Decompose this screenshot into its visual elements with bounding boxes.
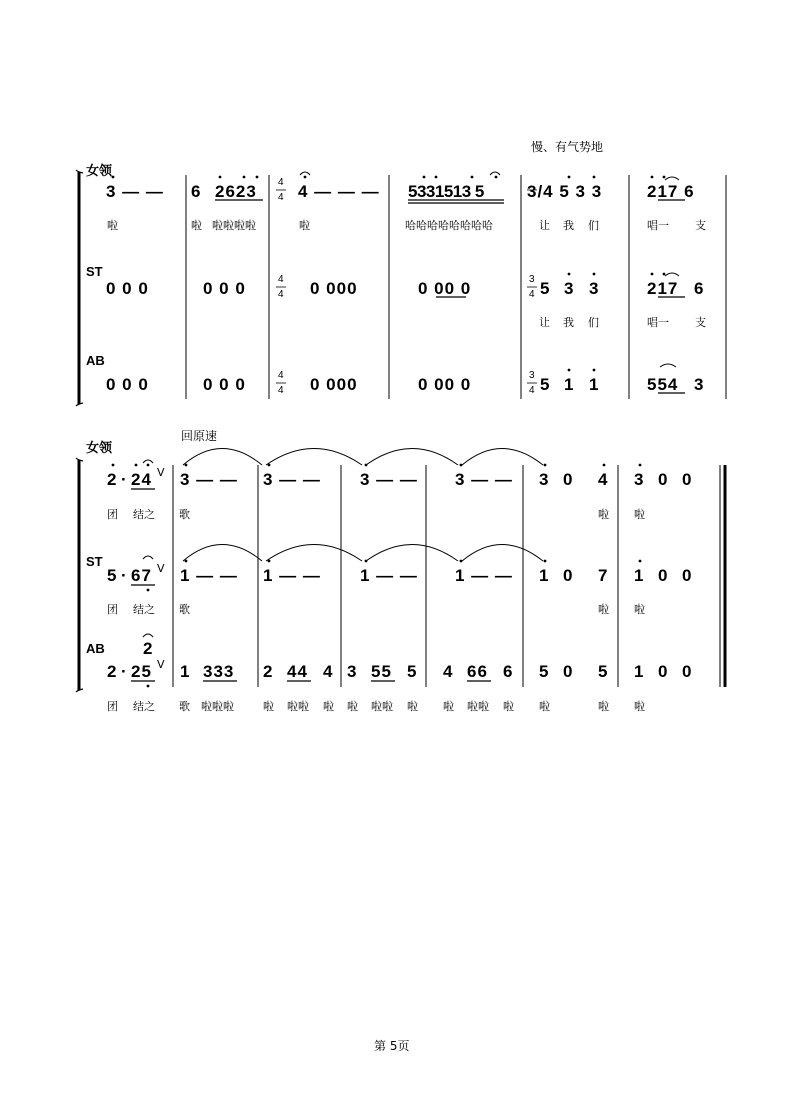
- st-measure: 1 — —: [455, 566, 513, 585]
- st-note: 0: [563, 566, 574, 585]
- lyric: 啦: [634, 508, 645, 521]
- lyric: 啦: [598, 603, 609, 616]
- st-measure: 1 — —: [360, 566, 418, 585]
- tempo-return-marking: 回原速: [181, 429, 218, 443]
- lyric: 啦啦啦啦: [212, 219, 256, 232]
- time-sig-num: 3: [529, 370, 535, 381]
- lyric: 唱一: [647, 219, 669, 232]
- lead-note: 0: [682, 470, 693, 489]
- ab-note: 44: [287, 662, 308, 681]
- lyric: 啦: [634, 700, 645, 713]
- time-sig-den: 4: [278, 192, 284, 203]
- ab-note: 1: [589, 375, 600, 394]
- ab-note: 25: [131, 662, 152, 681]
- st-note: 5: [107, 566, 118, 585]
- lyric: 啦: [191, 219, 202, 232]
- st-dot: ·: [121, 566, 128, 585]
- lead-note: 4: [598, 470, 609, 489]
- lyric: 们: [588, 219, 599, 232]
- ab-note: 5: [598, 662, 609, 681]
- part-label-lead: 女领: [86, 163, 113, 178]
- part-label-st: ST: [86, 554, 103, 569]
- st-measure-3: 0 000: [310, 279, 358, 298]
- ab-note: 1: [564, 375, 575, 394]
- time-sig-den: 4: [278, 289, 284, 300]
- lyric: 啦啦啦: [201, 700, 234, 713]
- st-note: 3: [589, 279, 600, 298]
- lyric: 啦: [634, 603, 645, 616]
- st-note: 3: [564, 279, 575, 298]
- lead-note: 0: [563, 470, 574, 489]
- ab-measure-4: 0 00 0: [418, 375, 472, 394]
- lead-measure: 3 — —: [180, 470, 238, 489]
- lyric: 歌: [179, 508, 190, 521]
- lyric: 我: [563, 219, 574, 232]
- st-note: 0: [658, 566, 669, 585]
- ab-note: 5: [407, 662, 418, 681]
- st-note: 1: [634, 566, 645, 585]
- lyric: 啦: [299, 219, 310, 232]
- time-sig-num: 4: [278, 177, 284, 188]
- part-label-lead: 女领: [86, 440, 113, 455]
- st-note: 0: [682, 566, 693, 585]
- lead-note: 0: [658, 470, 669, 489]
- lyric: 啦: [598, 508, 609, 521]
- ab-note: 5: [539, 662, 550, 681]
- lyric: 啦: [503, 700, 514, 713]
- lead-note: 2: [107, 470, 118, 489]
- time-sig-num: 4: [278, 370, 284, 381]
- lyric: 们: [588, 316, 599, 329]
- lead-measure-5: 3/4 5 3 3: [527, 182, 603, 201]
- breath-mark: V: [157, 658, 165, 671]
- ab-dot: ·: [121, 662, 128, 681]
- lead-measure: 3 — —: [263, 470, 321, 489]
- ab-measure-2: 0 0 0: [203, 375, 246, 394]
- lead-note: 3: [634, 470, 645, 489]
- ab-note: 3: [347, 662, 358, 681]
- ab-measure-3: 0 000: [310, 375, 358, 394]
- ab-note: 554: [647, 375, 679, 394]
- lead-dot: ·: [121, 470, 128, 489]
- lyric: 结之: [133, 700, 155, 713]
- breath-mark: V: [157, 562, 165, 575]
- lyric: 团: [107, 700, 118, 713]
- time-sig-den: 4: [529, 289, 535, 300]
- lyric: 让: [539, 219, 550, 232]
- lyric: 结之: [133, 508, 155, 521]
- ab-note: 5: [540, 375, 551, 394]
- st-measure-4: 0 00 0: [418, 279, 472, 298]
- lyric: 支: [695, 316, 706, 329]
- ab-note: 2: [263, 662, 274, 681]
- tempo-marking: 慢、有气势地: [531, 140, 604, 154]
- lyric: 我: [563, 316, 574, 329]
- lyric: 啦: [407, 700, 418, 713]
- st-note: 6: [694, 279, 705, 298]
- time-sig-num: 4: [278, 274, 284, 285]
- lyric: 啦啦: [371, 700, 393, 713]
- lead-measure: 3 — —: [360, 470, 418, 489]
- ab-upper-note: 2: [143, 639, 154, 658]
- ab-note: 4: [323, 662, 334, 681]
- time-sig-den: 4: [278, 385, 284, 396]
- st-measure: 1 — —: [263, 566, 321, 585]
- ab-note: 55: [371, 662, 392, 681]
- lyric: 啦啦: [467, 700, 489, 713]
- lead-note: 3: [539, 470, 550, 489]
- lead-measure-4: 5331513 5: [408, 182, 484, 201]
- ab-note: 4: [443, 662, 454, 681]
- lead-measure: 3 — —: [455, 470, 513, 489]
- lead-note: 24: [131, 470, 152, 489]
- lyric: 啦: [598, 700, 609, 713]
- st-note: 5: [540, 279, 551, 298]
- ab-note: 333: [203, 662, 235, 681]
- lead-measure-2a: 6: [191, 182, 202, 201]
- lyric: 啦: [323, 700, 334, 713]
- lyric: 啦啦: [287, 700, 309, 713]
- lyric: 歌: [179, 700, 190, 713]
- st-measure: 1 — —: [180, 566, 238, 585]
- lyric: 团: [107, 508, 118, 521]
- lead-measure-6: 217 6: [647, 182, 695, 201]
- lyric: 哈哈哈哈哈哈哈哈: [405, 219, 493, 232]
- lyric: 啦: [347, 700, 358, 713]
- lyric: 唱一: [647, 316, 669, 329]
- lyric: 结之: [133, 603, 155, 616]
- ab-note: 66: [467, 662, 488, 681]
- lead-measure-2b: 2623: [215, 182, 257, 201]
- st-note: 67: [131, 566, 152, 585]
- part-label-ab: AB: [86, 353, 105, 368]
- page-number: 第 5页: [374, 1039, 410, 1053]
- ab-note: 2: [107, 662, 118, 681]
- st-note: 1: [539, 566, 550, 585]
- part-label-ab: AB: [86, 641, 105, 656]
- time-sig-den: 4: [529, 385, 535, 396]
- ab-note: 0: [563, 662, 574, 681]
- st-note: 7: [598, 566, 609, 585]
- ab-measure-1: 0 0 0: [106, 375, 149, 394]
- ab-note: 0: [658, 662, 669, 681]
- lyric: 啦: [539, 700, 550, 713]
- st-measure-2: 0 0 0: [203, 279, 246, 298]
- ab-note: 1: [180, 662, 191, 681]
- lead-measure-3: 4 — — —: [298, 182, 380, 201]
- lyric: 啦: [263, 700, 274, 713]
- lyric: 让: [539, 316, 550, 329]
- breath-mark: V: [157, 466, 165, 479]
- ab-note: 3: [694, 375, 705, 394]
- ab-note: 1: [634, 662, 645, 681]
- time-sig-num: 3: [529, 274, 535, 285]
- st-measure-1: 0 0 0: [106, 279, 149, 298]
- ab-note: 0: [682, 662, 693, 681]
- lyric: 团: [107, 603, 118, 616]
- lyric: 支: [695, 219, 706, 232]
- part-label-st: ST: [86, 264, 103, 279]
- st-note: 217: [647, 279, 679, 298]
- lyric: 歌: [179, 603, 190, 616]
- lyric: 啦: [443, 700, 454, 713]
- lyric: 啦: [107, 219, 118, 232]
- lead-measure-1: 3 — —: [106, 182, 164, 201]
- ab-note: 6: [503, 662, 514, 681]
